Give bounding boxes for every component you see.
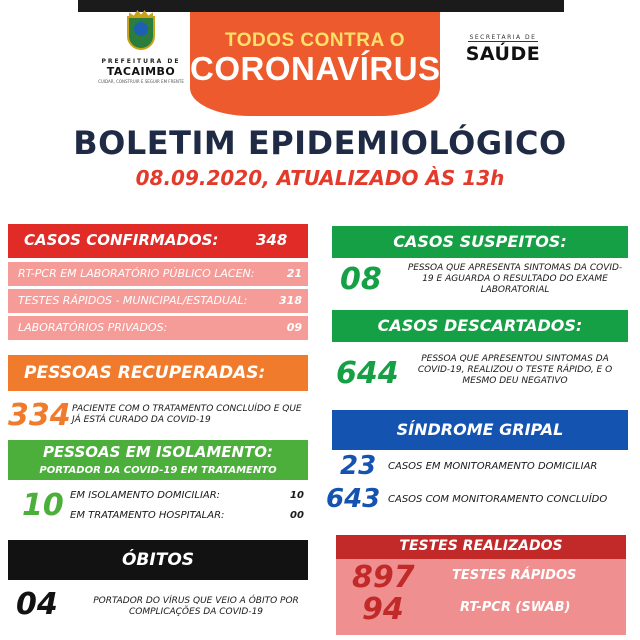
confirmed-row [8,289,308,313]
city-name: TACAIMBO [106,65,176,78]
isolation-row-value: 10 [290,490,304,501]
isolation-subheader: PORTADOR DA COVID-19 EM TRATAMENTO [8,464,308,480]
recovered-value: 334 [8,398,71,433]
recovered-description: PACIENTE COM O TRATAMENTO CONCLUÍDO E QUE JÁ ESTÁ CURADO DA COVID-19 [72,404,302,425]
isolation-row [70,490,310,501]
tests-value: 94 [362,592,404,627]
confirmed-row [8,316,308,340]
flu-syndrome-header: SÍNDROME GRIPAL [332,410,628,450]
discarded-description: PESSOA QUE APRESENTOU SINTOMAS DA COVID-19, REALIZOU O TESTE RÁPIDO, E O MESMO DEU NEGATIVO [417,354,613,386]
page-subtitle: 08.09.2020, ATUALIZADO ÀS 13h [135,166,505,190]
prefeitura-label: PREFEITURA DE [101,58,181,65]
flu-syndrome-label: CASOS COM MONITORAMENTO CONCLUÍDO [388,494,608,505]
banner-line-2: CORONAVÍRUS [190,50,441,87]
page-title: BOLETIM EPIDEMIOLÓGICO [73,124,567,162]
isolation-row-label: EM ISOLAMENTO DOMICILIAR: [70,490,221,501]
isolation-row-label: EM TRATAMENTO HOSPITALAR: [70,510,225,521]
saude-label: SAÚDE [465,43,541,65]
confirmed-row-value: 318 [279,294,302,307]
deaths-value: 04 [16,587,58,622]
tests-header: TESTES REALIZADOS [336,535,626,559]
confirmed-row-value: 21 [286,267,302,280]
suspected-value: 08 [340,262,382,297]
recovered-header: PESSOAS RECUPERADAS: [8,355,308,391]
tests-label: RT-PCR (SWAB) [460,600,571,615]
isolation-row [70,510,310,521]
confirmed-row-label: TESTES RÁPIDOS - MUNICIPAL/ESTADUAL: [18,294,248,307]
tests-label: TESTES RÁPIDOS [452,568,577,583]
discarded-value: 644 [336,356,399,391]
flu-syndrome-value: 643 [326,484,381,514]
deaths-description: PORTADOR DO VÍRUS QUE VEIO A ÓBITO POR COMPLICAÇÕES DA COVID-19 [93,596,299,617]
deaths-header: ÓBITOS [8,540,308,580]
secretaria-label: SECRETARIA DE [469,34,537,41]
confirmed-row [8,262,308,286]
prefeitura-logo [96,10,186,86]
flu-syndrome-label: CASOS EM MONITORAMENTO DOMICILIAR [388,461,598,472]
banner-line-1: TODOS CONTRA O [224,30,406,51]
city-crest-icon [121,10,161,54]
confirmed-header [8,224,308,258]
tests-value: 897 [352,560,415,595]
campaign-banner [190,12,440,116]
flu-syndrome-value: 23 [340,451,377,481]
suspected-header: CASOS SUSPEITOS: [332,226,628,258]
confirmed-row-label: LABORATÓRIOS PRIVADOS: [18,321,168,334]
confirmed-row-label: RT-PCR EM LABORATÓRIO PÚBLICO LACEN: [18,267,255,280]
isolation-row-value: 00 [290,510,304,521]
suspected-description: PESSOA QUE APRESENTA SINTOMAS DA COVID-19 E AGUARDA O RESULTADO DO EXAME LABORATORIAL [407,263,623,295]
isolation-header: PESSOAS EM ISOLAMENTO: [8,440,308,464]
confirmed-value: 348 [256,231,288,249]
isolation-value: 10 [22,488,64,523]
confirmed-label: CASOS CONFIRMADOS: [24,231,219,249]
confirmed-row-value: 09 [286,321,302,334]
secretaria-logo [458,24,548,64]
city-tagline: CUIDAR, CONSTRUIR E SEGUIR EM FRENTE [98,79,184,84]
discarded-header: CASOS DESCARTADOS: [332,310,628,342]
